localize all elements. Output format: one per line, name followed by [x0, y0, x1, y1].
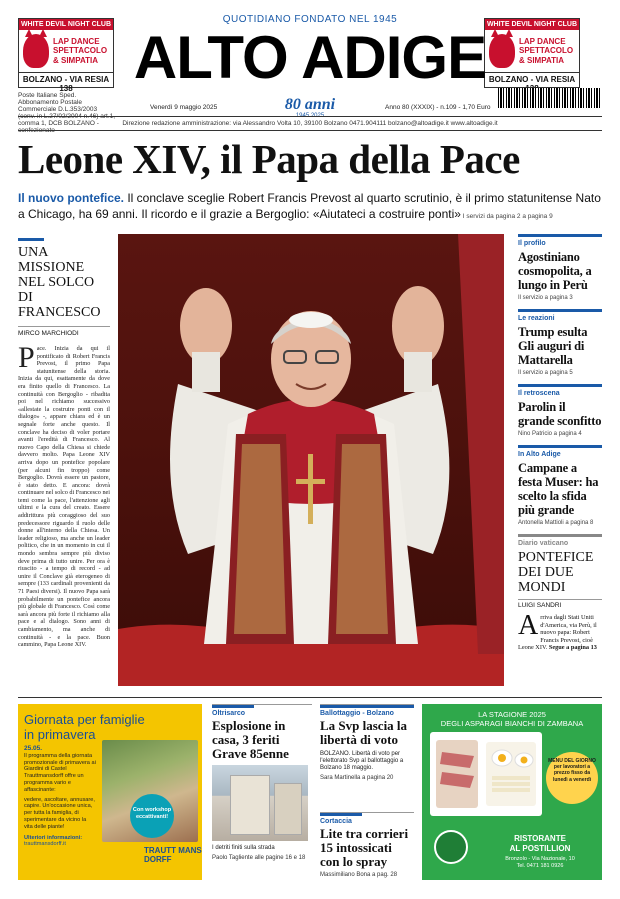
ear-ad-footer: BOLZANO - VIA RESIA: [485, 72, 579, 93]
restaurant-emblem-icon: [434, 830, 468, 864]
box-ref: Paolo Tagliente alle pagine 16 e 18: [212, 855, 306, 861]
issue-number: Anno 80 (XXXIX) - n.109 - 1,70 Euro: [385, 104, 491, 111]
sidebar-headline: Campane a festa Muser: ha scelto la sfida più grande: [518, 461, 599, 517]
restaurant-address-line: Bronzolo - Via Nazionale, 10: [505, 856, 575, 862]
drop-cap: A: [518, 610, 539, 641]
ad-asparagi-line: DEGLI ASPARAGI BIANCHI DI ZAMBANA: [440, 719, 584, 728]
restaurant-name-line: AL POSTILLION: [509, 844, 571, 853]
ear-ad-line: LAP DANCE: [519, 37, 566, 47]
news-box-svp[interactable]: [320, 704, 414, 794]
box-headline: Esplosione in casa, 3 feriti Grave 85enne: [212, 718, 289, 761]
photo-caption: I detriti finiti sulla strada: [212, 845, 275, 851]
barcode: [498, 88, 602, 108]
news-box-oltrisarco[interactable]: [212, 704, 312, 880]
issue-date: Venerdì 9 maggio 2025: [150, 104, 218, 111]
ad-asparagi-header: [422, 710, 602, 728]
sidebar-kicker: In Alto Adige: [518, 445, 602, 458]
ad-family-photo: [102, 740, 198, 842]
sidebar-kicker: Il profilo: [518, 234, 602, 247]
ad-family-title-line: in primavera: [24, 727, 96, 742]
box-ref: Sara Martinella a pagina 20: [320, 775, 394, 781]
ad-asparagi[interactable]: [422, 704, 602, 880]
divider: [18, 116, 602, 117]
editorial-column: [18, 238, 110, 649]
headline-kicker: Il nuovo pontefice.: [18, 191, 125, 205]
editorial-signoff: Buon cammino, Papa Leone XIV.: [18, 633, 110, 649]
masthead-title[interactable]: ALTO ADIGE: [133, 24, 487, 91]
ear-ad-header: WHITE DEVIL NIGHT CLUB: [20, 21, 112, 28]
masthead-tagline: QUOTIDIANO FONDATO NEL 1945: [222, 14, 398, 25]
diario-author: LUIGI SANDRI: [518, 599, 602, 609]
restaurant-phone[interactable]: Tel. 0471 181 0926: [516, 863, 564, 869]
divider: [18, 130, 602, 131]
ad-family-intro: Il programma della giornata promozionale di primavera ai Giardini di Castel Trauttmansdorff offre un programma vario e affascinante:: [24, 752, 96, 793]
sidebar-ref: Antonella Mattioli a pagina 8: [518, 520, 594, 526]
divider: [18, 697, 602, 698]
sidebar-ref: Il servizio a pagina 3: [518, 295, 573, 301]
box-headline: Lite tra corrieri 15 intossicati con lo spray: [320, 826, 409, 869]
ad-family-date: 25.05.: [24, 745, 43, 752]
devil-logo-icon: [23, 34, 49, 68]
box-kicker: Oltrisarco: [212, 705, 254, 717]
food-photo: [430, 732, 542, 816]
diario-kicker: Diario vaticano: [518, 534, 602, 547]
box-kicker: Ballottaggio - Bolzano: [320, 705, 414, 717]
news-box-cortaccia[interactable]: [320, 812, 414, 880]
sidebar-kicker: Le reazioni: [518, 309, 602, 322]
restaurant-address: [482, 856, 598, 870]
ad-family-title-line: Giornata per famiglie: [24, 712, 145, 727]
sidebar-item[interactable]: [518, 445, 602, 526]
restaurant-name-line: RISTORANTE: [514, 834, 566, 843]
headline-ref: I servizi da pagina 2 a pagina 9: [460, 213, 553, 220]
ad-family-url[interactable]: trauttmansdorff.it: [24, 841, 66, 848]
pope-photo-illustration: [118, 234, 504, 686]
ad-family-text: [24, 746, 96, 848]
box-kicker: Cortaccia: [320, 813, 362, 825]
ear-ad-line: SPETTACOLO: [53, 46, 108, 56]
sidebar-headline: Parolin il grande sconfitto: [518, 400, 602, 428]
box-ref: Massimiliano Bona a pag. 28: [320, 872, 398, 878]
anniversary-label: 80 anni: [284, 96, 336, 113]
sidebar-item[interactable]: [518, 309, 602, 376]
editorial-title[interactable]: UNA MISSIONE NEL SOLCO DI FRANCESCO: [18, 245, 101, 320]
headline-subtitle: [18, 190, 602, 225]
sidebar-headline: Agostiniano cosmopolita, a lungo in Perù: [518, 250, 592, 292]
address-line: Direzione redazione amministrazione: via Alessandro Volta 10, 39100 Bolzano 0471.904111 bolzano@altoadige.it www.altoadige.it: [122, 120, 498, 127]
trauttmansdorff-logo: TRAUTT MANS DORFF: [144, 846, 202, 864]
food-illustration: [430, 732, 542, 816]
ear-ad-line: & SIMPATIA: [53, 55, 99, 65]
sidebar-item[interactable]: [518, 234, 602, 301]
sidebar-column: [518, 234, 602, 660]
diario-text: rriva dagli Stati Uniti d'America, via Perù, il nuovo papa: Robert Francis Prevost, cioè Leone XIV.: [518, 614, 597, 652]
ear-ad-line: LAP DANCE: [53, 37, 100, 47]
box-headline: La Svp lascia la libertà di voto: [320, 718, 408, 747]
headline-text: Il conclave sceglie Robert Francis Prevost al quarto scrutinio, è il primo statunitense Nato a Chicago, ha 69 anni. Il ricordo e il grazie a Bergoglio: «Aiutateci a costruire ponti»: [18, 191, 601, 221]
main-headline[interactable]: Leone XIV, il Papa della Pace: [18, 136, 520, 182]
sidebar-kicker: Il retroscena: [518, 384, 602, 397]
diario-ref: Segue a pagina 13: [548, 644, 597, 652]
menu-badge: MENU DEL GIORNO per lavoratori a prezzo fisso da lunedì a venerdì: [546, 752, 598, 804]
divider: [18, 238, 44, 241]
drop-cap: P: [18, 341, 35, 374]
ear-ad-footer: BOLZANO - VIA RESIA 138: [19, 72, 113, 93]
explosion-photo: [212, 765, 308, 841]
restaurant-name: [482, 834, 598, 854]
workshop-badge: Con workshop eccattivanti!: [130, 794, 174, 838]
postal-fine-print: Poste Italiane Sped. Abbonamento Postale Commerciale D.L.353/2003 comma 1, DCB BOLZANO -: [18, 92, 99, 127]
ear-ad-line: & SIMPATIA: [519, 55, 565, 65]
editorial-text: ace. Inizia da qui il pontificato di Robert Francis Prevost, il primo Papa statunitense della storia. Inizia da qui, esattamente da dove era finito quello di Francesco. La continuità con Bergoglio - ribadita poi nel richiamo successivo «allestate la costruire ponti con il dialogo» -, appare chiara ed è un segnale forte anche questo. Il conclave ha deciso di voler portare avanti l'eredità di Francesco. Al nuovo Capo della Chiesa si chiede davvero molto. Papa Leone XIV arriva dopo un pontefice popolare (per alcuni fin troppo) come Bergoglio. Dovrà essere un pastore, è stato detto. E ancora: dovrà continuare nel solco di Francesco nei temi come la pace, l'attenzione agli ultimi e la cura del creato. Essere addirittura più coraggioso del suo predecessore riguardo il ruolo delle donne all'interno della Chiesa. Un leader religioso, ma anche un leader politico, che in un momento in cui il mondo sembra sempre più diviso deve prima di tutto unire. Per ora è riuscito - a tempo di record - ad unire il Conclave già eterogeneo di sempre (133 cardinali provenienti da 71 Paesi diversi). Il nuovo Papa sarà probabilmente un pontefice ancora più globale di Francesco. Così come sarà ancora più forte il richiamo alla pace e al dialogo. Sono anni di cambiamento, ma anche di continuità - e la pace.: [18, 345, 110, 641]
sidebar-ref: Nino Patricio a pagina 4: [518, 431, 582, 437]
ear-ad-header: WHITE DEVIL NIGHT CLUB: [486, 21, 578, 28]
ad-family-day[interactable]: [18, 704, 202, 880]
sidebar-headline: Trump esulta Gli auguri di Mattarella: [518, 325, 588, 367]
diario-vaticano[interactable]: [518, 534, 602, 652]
pope-photo[interactable]: [118, 234, 504, 686]
ad-family-list: vedere, ascoltare, annusare, capire. Un'occasione unica, per tutta la famiglia, di sperimentare da vicino la vita delle piante!: [24, 796, 95, 830]
diario-body: [518, 610, 602, 652]
diario-title: PONTEFICE DEI DUE MONDI: [518, 550, 594, 595]
editorial-author: MIRCO MARCHIODI: [18, 326, 110, 337]
editorial-body: [18, 341, 110, 649]
ear-ad-line: SPETTACOLO: [519, 46, 574, 56]
ad-family-info: Ulteriori informazioni:: [24, 834, 83, 841]
ear-ad-left[interactable]: [18, 18, 114, 93]
box-body: BOLZANO. Libertà di voto per l'elettorato Svp al ballottaggio a Bolzano 18 maggio.: [320, 751, 404, 771]
ad-asparagi-line: LA STAGIONE 2025: [478, 710, 546, 719]
sidebar-item[interactable]: [518, 384, 602, 437]
sidebar-ref: Il servizio a pagina 5: [518, 370, 573, 376]
ad-family-title: [24, 712, 145, 742]
